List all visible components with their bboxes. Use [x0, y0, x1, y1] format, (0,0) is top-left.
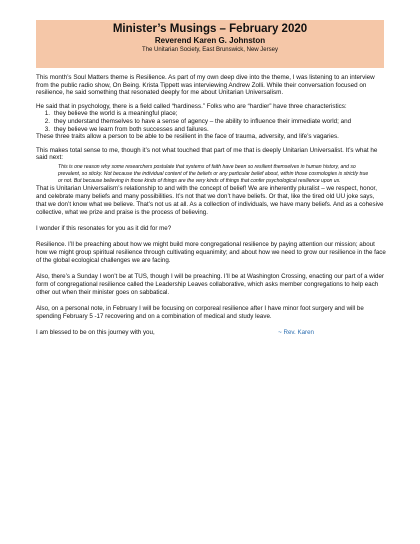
list-number: 2.: [44, 117, 50, 125]
list-number: 1.: [44, 110, 50, 118]
intro-paragraph: This month’s Soul Matters theme is Resilience. As part of my own deep dive into the theme, I was listening to an interview from the public radio show, On Being. Krista Tippett was interviewing Andrew Zolli. While their conversation focused on resilience, he said something that resonated deeply for me about Unitarian Universalism.: [36, 74, 375, 97]
article-body: [36, 74, 386, 337]
closing-line: I am blessed to be on this journey with you,: [36, 328, 155, 336]
list-item: [36, 110, 386, 118]
uu-paragraph: That is Unitarian Universalism’s relationship to and with the concept of belief! We are inherently pluralist – we respect, honor, and celebrate many beliefs and many possibilities. It’s not that we don’t have beliefs. Or that, like the tired old UU joke says, that we don’t know what we believe. That’s not us at all. As a collection of individuals, we have many beliefs. And as a cohesive collective, what we prize and praise is the process of believing.: [36, 184, 384, 216]
sense-paragraph: This makes total sense to me, though it’s not what touched that part of me that is deeply Unitarian Universalist. It’s what he said next:: [36, 146, 378, 162]
author-name: Reverend Karen G. Johnston: [154, 36, 266, 45]
characteristics-list: [36, 110, 386, 133]
list-item: [36, 118, 386, 126]
zolli-quote: This is one reason why some researchers postulate that systems of faith have been so resilient themselves in human history, and so prevalent, so sticky. Not because the individual content of the beliefs or any particular belief about, within those cosmologies is strictly true or not. But because believing in those kinds of things are the very kinds of things that confer psychological resilience upon us.: [58, 163, 369, 184]
header-box: [36, 20, 384, 68]
traits-paragraph: These three traits allow a person to be able to be resilient in the face of trauma, adversity, and life’s vagaries.: [36, 133, 339, 141]
signature: ~ Rev. Karen: [278, 328, 314, 336]
resilience-paragraph: Resilience. I’ll be preaching about how we might build more congregational resilience by paying attention our mission; about how we might group spiritual resilience through cultivating equanimity; and about how we need to grow our resilience in the face of the global ecological challenges we are facing.: [36, 240, 386, 264]
list-number: 3.: [44, 125, 50, 133]
page-title: Minister’s Musings – February 2020: [112, 23, 308, 35]
hardiness-paragraph: He said that in psychology, there is a field called “hardiness.” Folks who are “hardier” have three characteristics:: [36, 102, 347, 110]
list-text: they understand themselves to have a sense of agency – the ability to influence their immediate world; and: [54, 117, 352, 125]
list-text: they believe the world is a meaningful place;: [54, 110, 178, 118]
list-item: [36, 126, 386, 134]
wonder-paragraph: I wonder if this resonates for you as it did for me?: [36, 224, 172, 232]
personal-paragraph: Also, on a personal note, in February I will be focusing on corporeal resilience after I have minor foot surgery and will be spending February 5 -17 recovering and on a combination of medical and study leave.: [36, 304, 364, 320]
sunday-paragraph: Also, there’s a Sunday I won’t be at TUS, though I will be preaching. I’ll be at Washington Crossing, enacting our part of a wider form of congregational resilience called the Leadership Leaves collaborative, which asks member congregations to help each other out when their minister goes on sabbatical.: [36, 272, 384, 296]
organization: The Unitarian Society, East Brunswick, New Jersey: [142, 47, 278, 53]
list-text: they believe we learn from both successes and failures.: [54, 125, 209, 133]
closing-row: [36, 329, 386, 337]
